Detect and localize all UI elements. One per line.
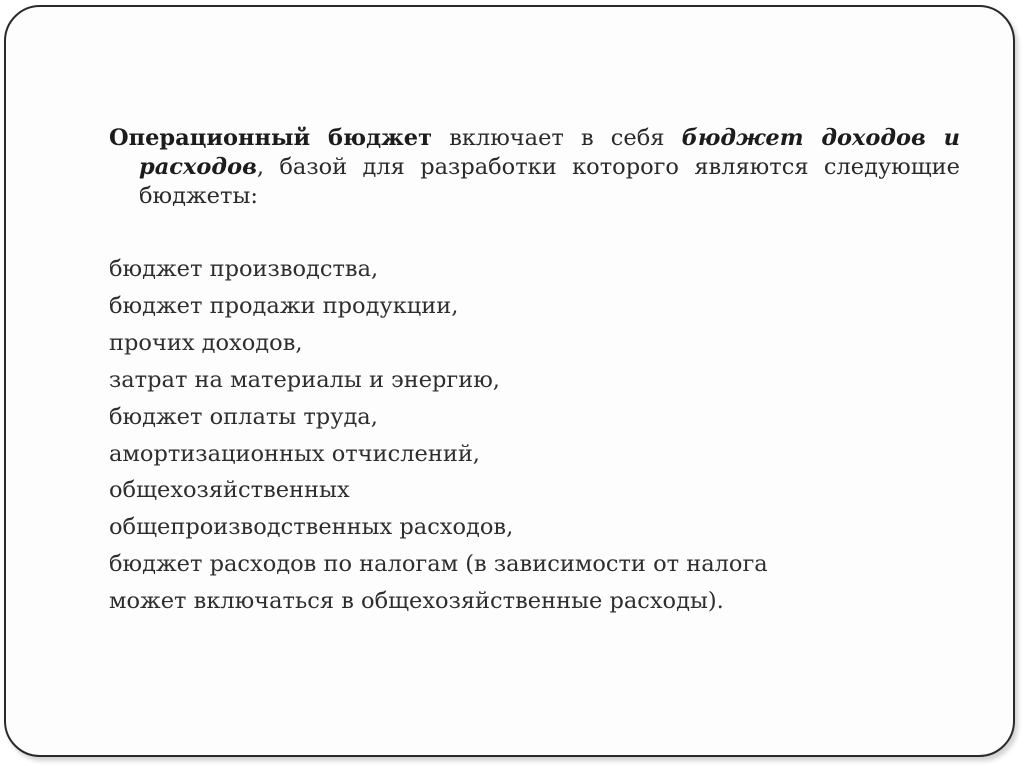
intro-paragraph <box>109 124 960 211</box>
budget-list <box>109 251 768 620</box>
slide-frame <box>4 5 1015 757</box>
intro-lead-term: Операционный бюджет <box>109 125 433 151</box>
list-item: может включаться в общехозяйственные расходы). <box>109 588 724 615</box>
list-item: бюджет производства, <box>109 256 379 282</box>
list-item: бюджет оплаты труда, <box>109 403 378 430</box>
list-item: прочих доходов, <box>109 329 303 356</box>
list-item: бюджет расходов по налогам (в зависимости от налога <box>109 551 768 578</box>
intro-connector: включает в себя <box>432 125 682 151</box>
list-item: бюджет продажи продукции, <box>109 292 459 319</box>
list-item: амортизационных отчислений, <box>109 440 480 467</box>
list-item: общехозяйственных <box>109 477 350 504</box>
intro-tail: , базой для разработки которого являются следующие бюджеты: <box>139 154 960 209</box>
intro-emphasis: бюджет доходов и расходов <box>139 125 960 180</box>
list-item: затрат на материалы и энергию, <box>109 366 500 393</box>
list-item: общепроизводственных расходов, <box>109 514 514 541</box>
